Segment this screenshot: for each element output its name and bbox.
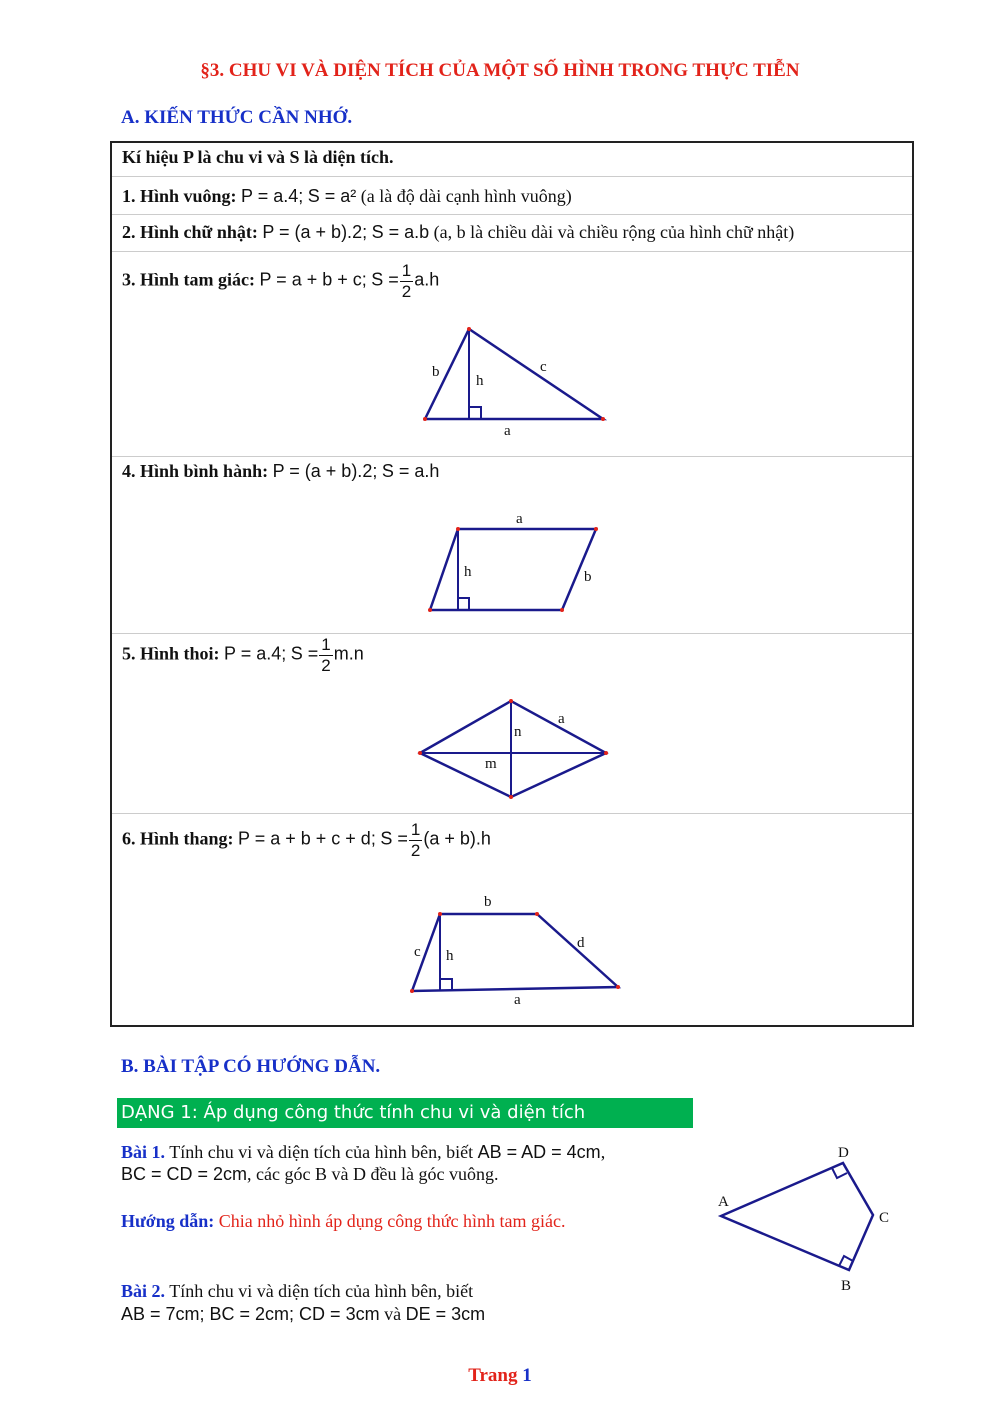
triangle-formula: 3. Hình tam giác: P = a + b + c; S = $\frac{1}{2}$ a.h: [122, 261, 440, 301]
trapezoid-label-a: a: [514, 992, 521, 1008]
rectangle-note: (a, b là chiều dài và chiều rộng của hình chữ nhật): [433, 222, 795, 242]
parallelogram-figure: [422, 509, 612, 619]
trapezoid-label: 6. Hình thang:: [122, 828, 234, 849]
rhombus-label-a: a: [558, 711, 565, 727]
page-footer: Trang 1: [468, 1365, 532, 1386]
bai1-label-A: A: [718, 1194, 729, 1210]
trapezoid-formula: 6. Hình thang: P = a + b + c + d; S = $\frac{1}{2}$ (a + b).h: [122, 820, 491, 860]
triangle-label-c: c: [540, 359, 547, 375]
bai1-label-D: D: [838, 1145, 849, 1161]
trapezoid-figure: [402, 888, 632, 1008]
triangle-label-a: a: [504, 423, 511, 436]
parallelogram-label-a: a: [516, 511, 523, 527]
bai1-label-C: C: [879, 1210, 890, 1226]
square-perimeter: P = a.4;: [241, 186, 304, 206]
bai1-math2: BC = CD = 2cm: [121, 1164, 248, 1184]
triangle-label: 3. Hình tam giác:: [122, 269, 255, 290]
bai1-figure: [705, 1140, 905, 1300]
rectangle-perimeter: P = (a + b).2;: [262, 222, 368, 242]
trapezoid-label-c: c: [414, 944, 421, 960]
triangle-label-b: b: [432, 364, 440, 380]
bai1-hint: Hướng dẫn: Chia nhỏ hình áp dụng công thức hình tam giác.: [121, 1211, 566, 1231]
rectangle-label: 2. Hình chữ nhật:: [122, 222, 258, 242]
rhombus-label-n: n: [514, 724, 522, 740]
parallelogram-label-b: b: [584, 569, 592, 585]
bai2-math2: DE = 3cm: [405, 1304, 486, 1324]
bai2-line2: AB = 7cm; BC = 2cm; CD = 3cm và DE = 3cm: [121, 1304, 486, 1324]
rhombus-label-m: m: [485, 756, 497, 772]
rectangle-area: S = a.b: [371, 222, 430, 242]
triangle-figure: [412, 321, 622, 436]
parallelogram-label-h: h: [464, 564, 472, 580]
rhombus-formula: 5. Hình thoi: P = a.4; S = $\frac{1}{2}$ m.n: [122, 635, 364, 675]
square-area: S = a²: [307, 186, 357, 206]
section-b-heading: B. BÀI TẬP CÓ HƯỚNG DẪN.: [121, 1056, 381, 1077]
formula-box: [110, 141, 914, 1027]
parallelogram-formula: 4. Hình bình hành: P = (a + b).2; S = a.h: [122, 461, 440, 481]
square-formula: [122, 186, 572, 207]
section-a-heading: A. KIẾN THỨC CẦN NHỚ.: [121, 107, 353, 128]
page-title: §3. CHU VI VÀ DIỆN TÍCH CỦA MỘT SỐ HÌNH TRONG THỰC TIỄN: [200, 60, 800, 81]
parallelogram-label: 4. Hình bình hành:: [122, 461, 269, 481]
trapezoid-label-d: d: [577, 935, 585, 951]
dang1-banner: DẠNG 1: Áp dụng công thức tính chu vi và diện tích: [117, 1098, 693, 1128]
triangle-label-h: h: [476, 373, 484, 389]
rhombus-label: 5. Hình thoi:: [122, 643, 220, 664]
bai2-math1: AB = 7cm; BC = 2cm; CD = 3cm: [121, 1304, 380, 1324]
intro-text: Kí hiệu P là chu vi và S là diện tích.: [122, 147, 394, 167]
fraction-half: $\frac{1}{2}$: [401, 261, 412, 301]
square-label: 1. Hình vuông:: [122, 186, 237, 206]
square-note: (a là độ dài cạnh hình vuông): [360, 186, 572, 206]
trapezoid-label-b: b: [484, 894, 492, 910]
rhombus-figure: [412, 693, 612, 803]
bai2-line1: Bài 2. Tính chu vi và diện tích của hình bên, biết: [121, 1281, 474, 1301]
bai1-line2: BC = CD = 2cm, các góc B và D đều là góc vuông.: [121, 1164, 499, 1184]
rectangle-formula: [122, 222, 794, 243]
bai1-label-B: B: [841, 1278, 852, 1294]
trapezoid-label-h: h: [446, 948, 454, 964]
bai1-line1: Bài 1. Tính chu vi và diện tích của hình bên, biết AB = AD = 4cm,: [121, 1142, 606, 1162]
bai1-math1: AB = AD = 4cm: [477, 1142, 601, 1162]
